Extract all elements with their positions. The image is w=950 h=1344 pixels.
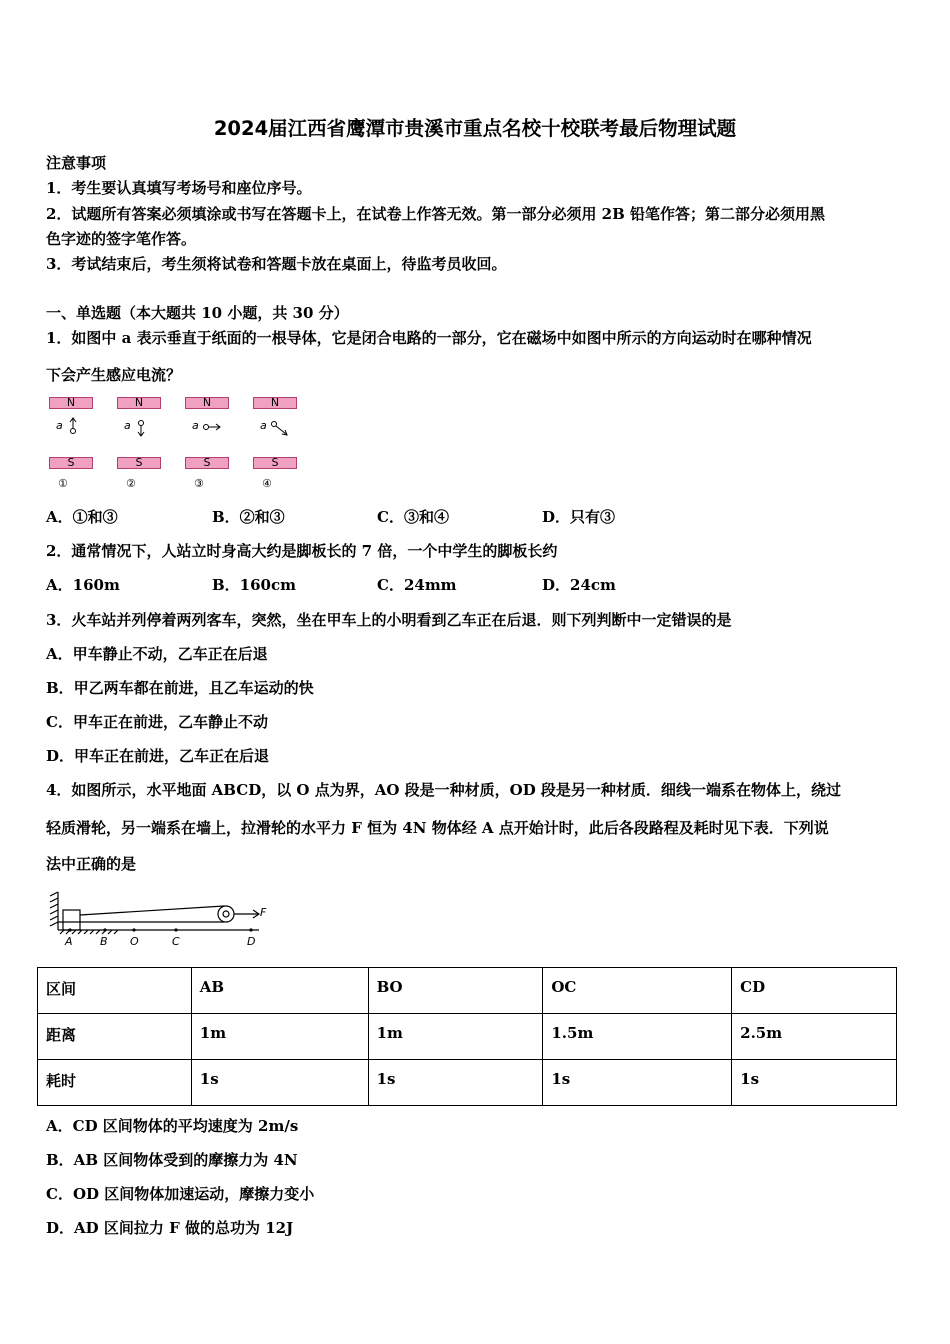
south-pole: S [117,457,161,469]
table-cell: 区间 [38,968,192,1014]
notice-item: 2．试题所有答案必须填涂或书写在答题卡上，在试卷上作答无效。第一部分必须用 2B 铅笔作答；第二部分必须用黑 [46,205,826,223]
page-title: 2024届江西省鹰潭市贵溪市重点名校十校联考最后物理试题 [213,117,737,140]
figure-label: ① [58,477,68,490]
option-a[interactable]: A．①和③ [46,508,118,526]
distance-time-table [37,967,897,1106]
table-cell: AB [191,968,368,1014]
notice-item: 色字迹的签字笔作答。 [46,230,197,248]
table-cell: 1s [543,1060,732,1106]
force-label: F [260,906,267,919]
option-a[interactable]: A．甲车静止不动，乙车正在后退 [46,645,268,663]
option-a[interactable]: A．CD 区间物体的平均速度为 2m/s [46,1117,299,1135]
magnet-figure [46,393,302,493]
option-d[interactable]: D．只有③ [542,508,616,526]
option-d[interactable]: D．AD 区间拉力 F 做的总功为 12J [46,1219,294,1237]
figure-label: ④ [262,477,272,490]
table-cell: 1s [368,1060,543,1106]
north-pole: N [253,397,297,409]
question-2-stem: 2．通常情况下，人站立时身高大约是脚板长的 7 倍，一个中学生的脚板长约 [46,542,558,560]
option-d[interactable]: D．24cm [542,576,616,594]
point-label: C [172,935,180,948]
table-cell: OC [543,968,732,1014]
option-b[interactable]: B．甲乙两车都在前进，且乙车运动的快 [46,679,314,697]
option-b[interactable]: B．AB 区间物体受到的摩擦力为 4N [46,1151,298,1169]
conductor-label: a [260,419,267,432]
table-cell: 1.5m [543,1014,732,1060]
point-label: B [100,935,108,948]
table-row [38,1014,897,1060]
figure-label: ② [126,477,136,490]
option-a[interactable]: A．160m [46,576,120,594]
option-c[interactable]: C．OD 区间物体加速运动，摩擦力变小 [46,1185,315,1203]
option-b[interactable]: B．②和③ [212,508,285,526]
point-label: O [130,935,139,948]
north-pole: N [117,397,161,409]
south-pole: S [185,457,229,469]
question-4-stem: 轻质滑轮，另一端系在墙上，拉滑轮的水平力 F 恒为 4N 物体经 A 点开始计时，此后各段路程及耗时见下表．下列说 [46,819,829,837]
option-c[interactable]: C．③和④ [377,508,449,526]
south-pole: S [253,457,297,469]
question-4-stem: 法中正确的是 [46,855,137,873]
notice-item: 3．考试结束后，考生须将试卷和答题卡放在桌面上，待监考员收回。 [46,255,507,273]
table-cell: 1m [191,1014,368,1060]
north-pole: N [49,397,93,409]
table-row [38,968,897,1014]
option-b[interactable]: B．160cm [212,576,296,594]
pulley-figure [44,888,284,953]
option-d[interactable]: D．甲车正在前进，乙车正在后退 [46,747,270,765]
option-c[interactable]: C．甲车正在前进，乙车静止不动 [46,713,268,731]
conductor-label: a [56,419,63,432]
figure-label: ③ [194,477,204,490]
question-1-stem: 1．如图中 a 表示垂直于纸面的一根导体，它是闭合电路的一部分，它在磁场中如图中所示的方向运动时在哪种情况 [46,329,812,347]
table-cell: 距离 [38,1014,192,1060]
question-4-stem: 4．如图所示，水平地面 ABCD，以 O 点为界，AO 段是一种材质，OD 段是另一种材质．细线一端系在物体上，绕过 [46,781,841,799]
table-cell: CD [732,968,897,1014]
table-cell: 2.5m [732,1014,897,1060]
north-pole: N [185,397,229,409]
conductor-label: a [124,419,131,432]
table-cell: 1s [732,1060,897,1106]
question-1-stem: 下会产生感应电流？ [46,366,182,384]
notice-item: 1．考生要认真填写考场号和座位序号。 [46,179,312,197]
table-cell: 耗时 [38,1060,192,1106]
conductor-label: a [192,419,199,432]
section-heading: 一、单选题（本大题共 10 小题，共 30 分） [46,304,349,322]
table-row [38,1060,897,1106]
table-cell: 1m [368,1014,543,1060]
table-cell: 1s [191,1060,368,1106]
table-cell: BO [368,968,543,1014]
option-c[interactable]: C．24mm [377,576,457,594]
south-pole: S [49,457,93,469]
notice-heading: 注意事项 [46,154,107,172]
point-label: A [65,935,73,948]
point-label: D [247,935,256,948]
question-3-stem: 3．火车站并列停着两列客车，突然，坐在甲车上的小明看到乙车正在后退．则下列判断中一定错误的是 [46,611,732,629]
